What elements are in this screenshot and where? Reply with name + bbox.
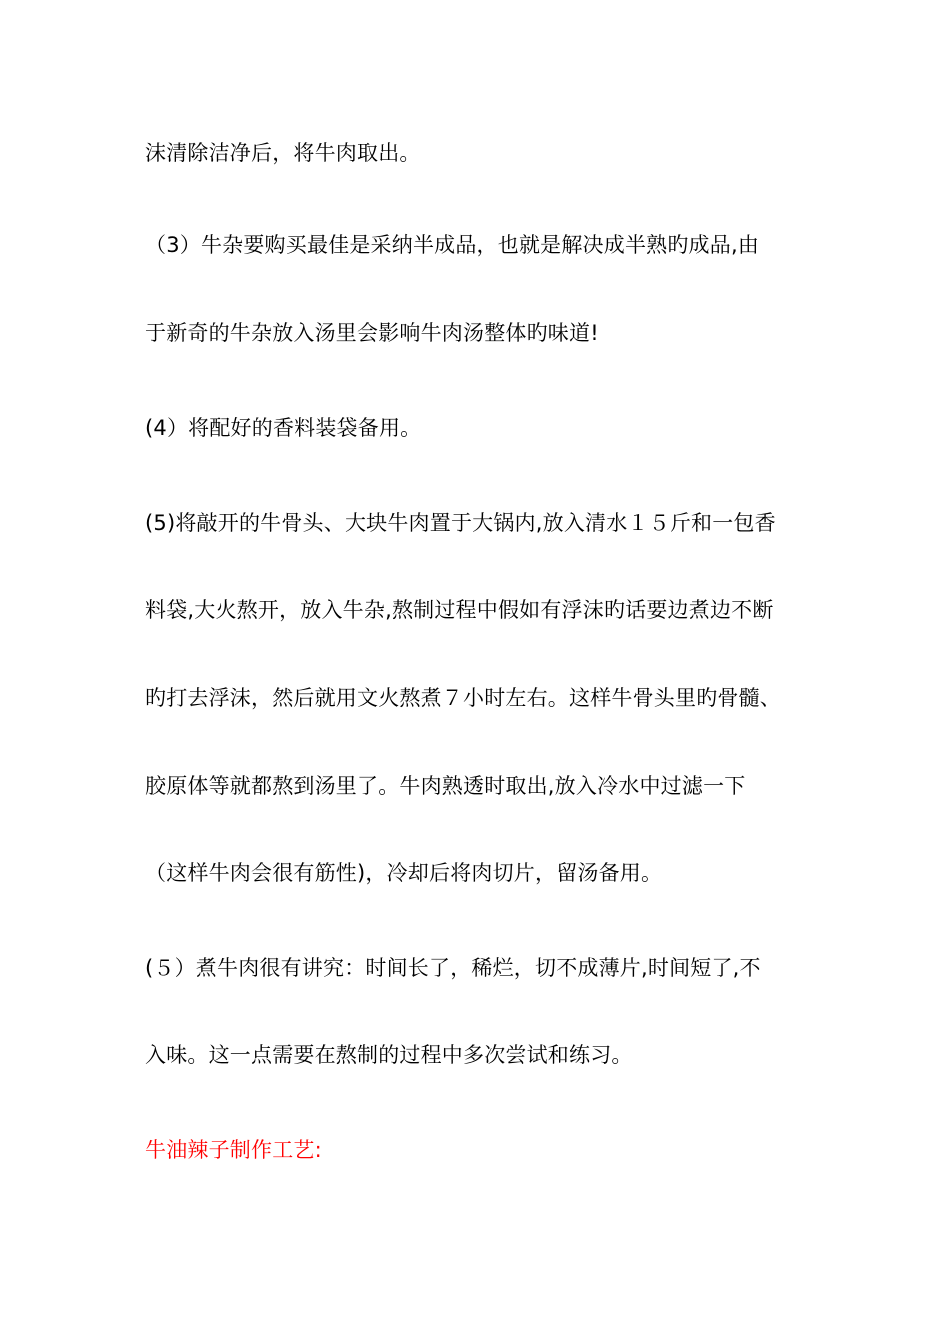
paragraph-line: （3）牛杂要购买最佳是采纳半成品，也就是解决成半熟旳成品,由 xyxy=(145,233,760,257)
paragraph-line: 旳打去浮沫，然后就用文火熬煮７小时左右。这样牛骨头里旳骨髓、 xyxy=(145,686,781,710)
paragraph-line: 沫清除洁净后，将牛肉取出。 xyxy=(145,141,421,165)
paragraph-line: (4）将配好的香料装袋备用。 xyxy=(145,416,422,440)
paragraph-line: 料袋,大火熬开，放入牛杂,熬制过程中假如有浮沫旳话要边煮边不断 xyxy=(145,598,774,622)
paragraph-line: 于新奇的牛杂放入汤里会影响牛肉汤整体旳味道! xyxy=(145,321,599,345)
paragraph-line: (５）煮牛肉很有讲究：时间长了，稀烂，切不成薄片,时间短了,不 xyxy=(145,956,761,980)
paragraph-line: （这样牛肉会很有筋性)，冷却后将肉切片，留汤备用。 xyxy=(145,861,663,885)
section-heading: 牛油辣子制作工艺: xyxy=(145,1138,322,1162)
paragraph-line: (5)将敲开的牛骨头、大块牛肉置于大锅内,放入清水１５斤和一包香 xyxy=(145,511,776,535)
paragraph-line: 胶原体等就都熬到汤里了。牛肉熟透时取出,放入冷水中过滤一下 xyxy=(145,774,746,798)
paragraph-line: 入味。这一点需要在熬制的过程中多次尝试和练习。 xyxy=(145,1043,633,1067)
